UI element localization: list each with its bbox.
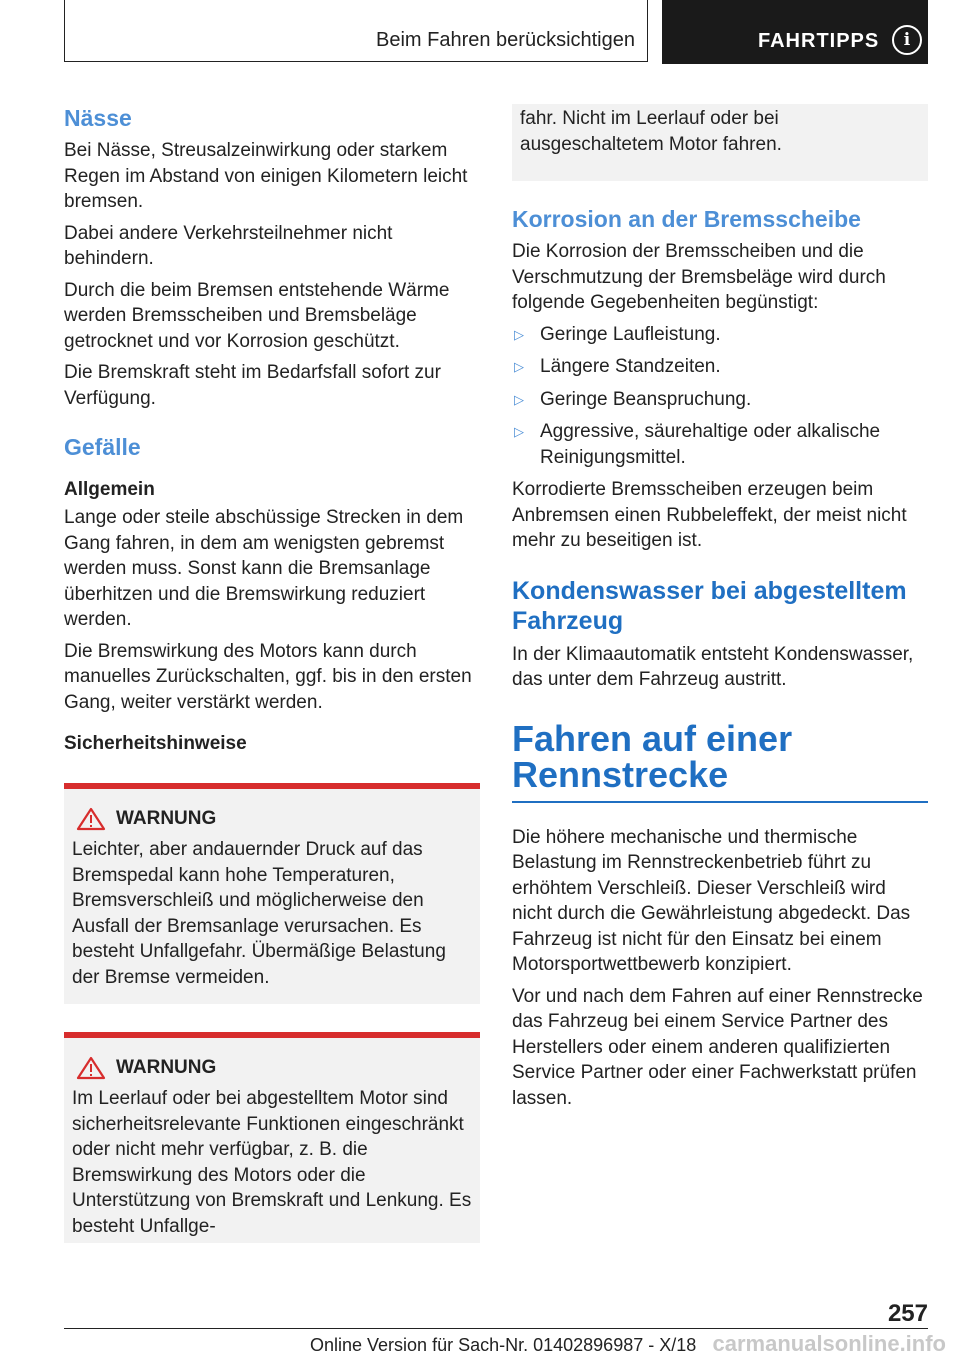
warning-title-text: WARNUNG: [116, 808, 217, 829]
paragraph: Lange oder steile abschüssige Strecken in dem Gang fahren, in dem am wenigsten gebremst werden muss. Sonst kann die Bremsanlage überhitzen und die Bremswirkung reduziert werden.: [64, 507, 464, 630]
left-column: [64, 104, 480, 1243]
triangle-bullet-icon: ▷: [514, 326, 524, 342]
paragraph: Die höhere mechanische und thermische Belastung im Rennstreckenbetrieb führt zu erhöhtem Verschleiß. Dieser Verschleiß wird nicht durch die Gewährleistung abgedeckt. Das Fahrzeug ist nicht für den Einsatz bei einem Motorsportwettbewerb konzipiert.: [512, 826, 911, 975]
warning-title: [72, 1056, 472, 1080]
chapter-title-rennstrecke: Fahren auf einer Rennstrecke: [512, 721, 928, 803]
triangle-bullet-icon: ▷: [514, 359, 524, 374]
list-item: [512, 322, 928, 348]
warning-text: Leichter, aber andauernder Druck auf das Bremspedal kann hohe Temperaturen, Bremsverschleiß und möglicherweise den Ausfall der Bremsanlage verursachen. Es besteht Unfallgefahr. Übermäßige Belastung der Bremse vermeiden.: [72, 839, 446, 988]
header-chapter-box: [64, 0, 648, 62]
warning-box: [64, 1032, 480, 1243]
list-item-text: Geringe Beanspruchung.: [540, 388, 752, 410]
warning-box: [64, 783, 480, 1004]
header-title: Beim Fahren berücksichtigen: [375, 29, 635, 51]
footer-online-version: Online Version für Sach-Nr. 01402896987 - X/18: [310, 1335, 697, 1355]
warning-text: Im Leerlauf oder bei abgestelltem Motor sind sicherheitsrelevante Funktionen eingeschränkt oder nicht mehr verfügbar, z. B. die Bremswirkung des Motors oder die Unterstützung von Bremskraft und Lenkung. Es besteht Unfallge-: [72, 1088, 472, 1237]
subheading-safety: Sicherheitshinweise: [64, 733, 247, 754]
footer-divider: [64, 1328, 928, 1329]
paragraph: Die Bremswirkung des Motors kann durch manuelles Zurückschalten, ggf. bis in den ersten Gang, weiter verstärkt werden.: [64, 640, 472, 713]
paragraph: Die Bremskraft steht im Bedarfsfall sofort zur Verfügung.: [64, 362, 441, 409]
triangle-bullet-icon: ▷: [514, 424, 524, 439]
paragraph: Durch die beim Bremsen entstehende Wärme werden Bremsscheiben und Bremsbeläge getrocknet und vor Korrosion geschützt.: [64, 279, 450, 352]
paragraph: Korrodierte Bremsscheiben erzeugen beim Anbremsen einen Rubbeleffekt, der meist nicht mehr zu beseitigen ist.: [512, 479, 907, 551]
list-item: [512, 387, 928, 413]
watermark: carmanualsonline.info: [712, 1331, 946, 1356]
header-section-tab: [662, 0, 928, 64]
paragraph: Bei Nässe, Streusalzeinwirkung oder starkem Regen im Abstand von einigen Kilometern leicht bremsen.: [64, 140, 468, 212]
warning-title-text: WARNUNG: [116, 1057, 217, 1078]
page-header: [64, 0, 928, 64]
heading-gefaelle: Gefälle: [64, 434, 141, 460]
list-item-text: Aggressive, säurehaltige oder alkalische Reinigungsmittel.: [540, 421, 881, 468]
heading-korrosion: Korrosion an der Bremsscheibe: [512, 206, 861, 232]
right-column: [512, 104, 928, 1117]
warning-title: [72, 807, 472, 831]
page-number: 257: [887, 1300, 928, 1327]
warning-triangle-icon: [76, 1056, 106, 1080]
warning-continued-text: fahr. Nicht im Leerlauf oder bei ausgeschaltetem Motor fahren.: [520, 108, 782, 155]
header-section: FAHRTIPPS: [758, 30, 880, 52]
heading-naesse: Nässe: [64, 105, 132, 131]
paragraph: Vor und nach dem Fahren auf einer Rennstrecke das Fahrzeug bei einem Service Partner des Herstellers oder einem anderen qualifizierten Service Partner oder einer Fachwerkstatt prüfen lassen.: [512, 985, 923, 1109]
paragraph: Dabei andere Verkehrsteilnehmer nicht behindern.: [64, 222, 393, 269]
paragraph: Die Korrosion der Bremsscheiben und die Verschmutzung der Bremsbeläge wird durch folgende Gegebenheiten begünstigt:: [512, 241, 886, 313]
list-item-text: Längere Standzeiten.: [540, 356, 721, 377]
subheading-allgemein: Allgemein: [64, 479, 155, 500]
bullet-list: [512, 322, 928, 471]
info-icon: i: [892, 25, 922, 55]
list-item: [512, 419, 928, 470]
heading-kondenswasser: Kondenswasser bei abgestelltem Fahrzeug: [512, 576, 907, 635]
warning-triangle-icon: [76, 807, 106, 831]
warning-continuation: [512, 104, 928, 181]
list-item: [512, 354, 928, 380]
list-item-text: Geringe Laufleistung.: [540, 323, 721, 345]
triangle-bullet-icon: ▷: [514, 391, 524, 407]
paragraph: In der Klimaautomatik entsteht Kondenswasser, das unter dem Fahrzeug austritt.: [512, 643, 914, 690]
